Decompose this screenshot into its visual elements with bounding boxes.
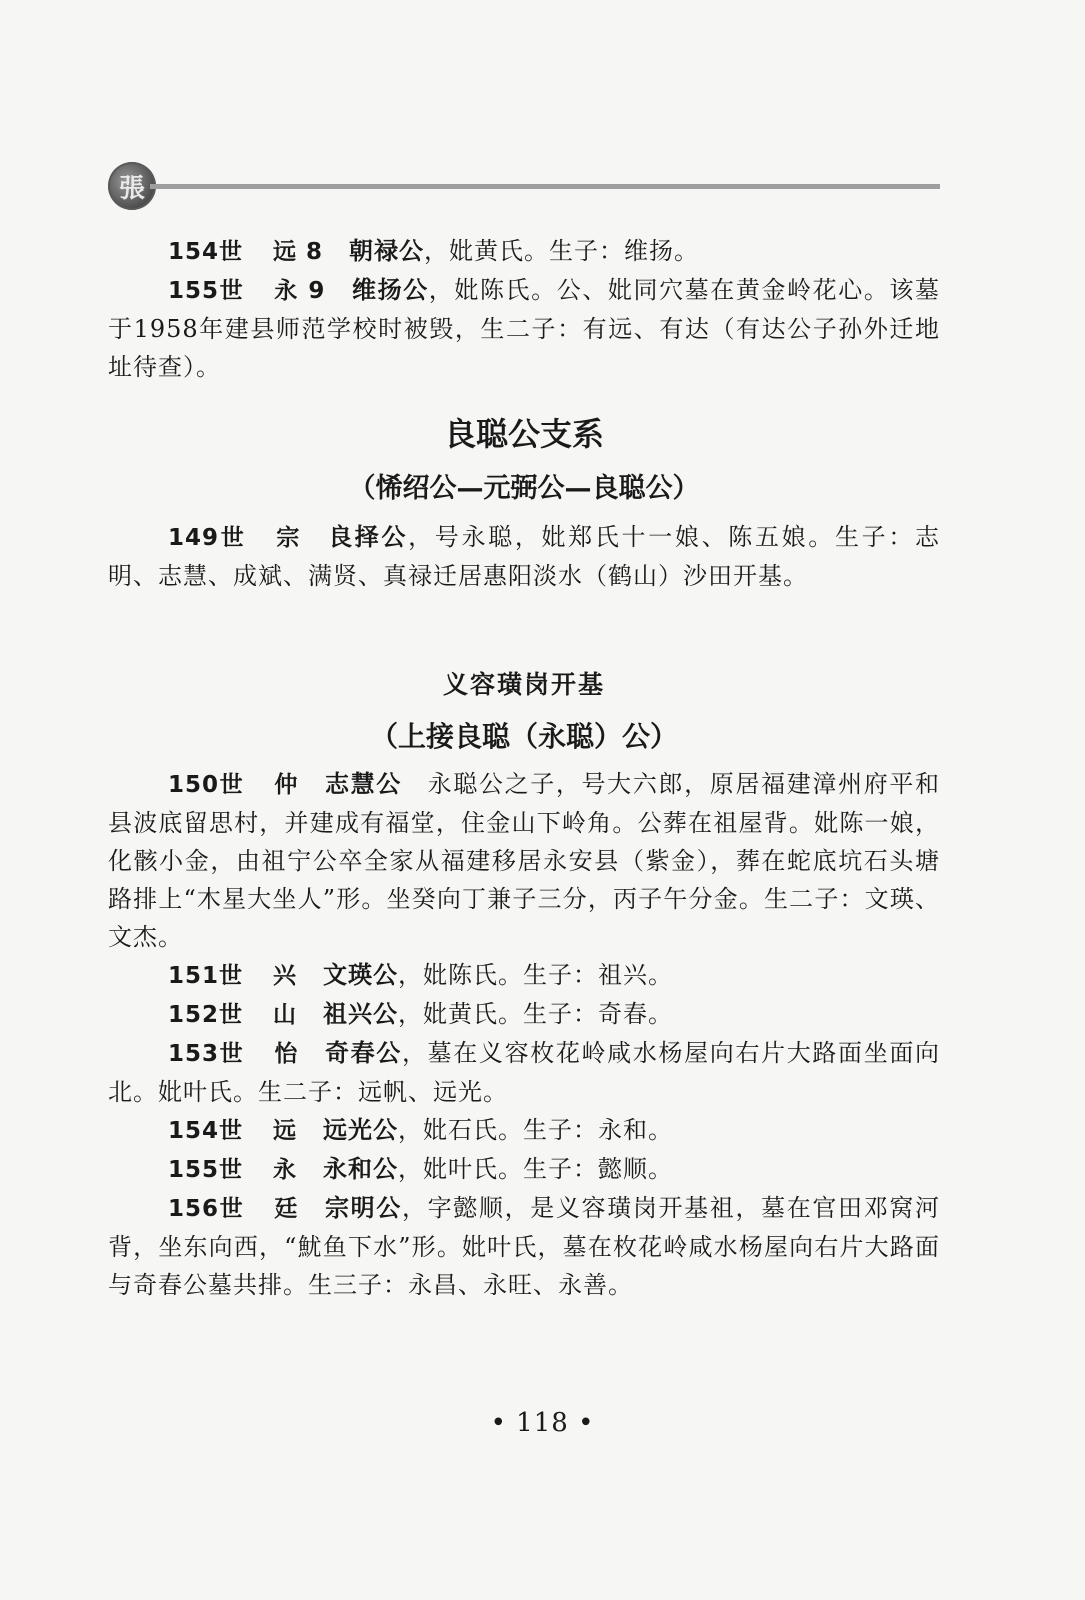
generation-label: 150世 xyxy=(168,772,245,798)
entry-text: ，号永聪，妣郑氏十一娘、陈五娘。生子：志明、志慧、成斌、满贤、真禄迁居惠阳淡水（鹤山）沙田开基。 xyxy=(108,523,941,590)
ancestor-name: 维扬公 xyxy=(351,276,429,304)
generation-label: 155世 xyxy=(168,278,245,304)
generation-label: 149世 xyxy=(168,525,247,551)
ancestor-name: 志慧公 xyxy=(324,770,402,798)
chapter-badge-icon: 張 xyxy=(108,162,156,210)
entry-text: ，字懿顺，是义容璜岗开基祖，墓在官田邓窝河背，坐东向西，“魷鱼下水”形。妣叶氏，墓在枚花岭咸水杨屋向右片大路面与奇春公墓共排。生三子：永昌、永旺、永善。 xyxy=(108,1194,941,1299)
ancestor-name: 朝禄公 xyxy=(349,237,425,265)
generation-word: 山 xyxy=(273,1002,298,1028)
generation-word: 永 xyxy=(273,1157,298,1183)
entry-text: ，妣黄氏。生子：奇春。 xyxy=(398,1000,674,1028)
entry-text: ，妣陈氏。公、妣同穴墓在黄金岭花心。该墓于1958年建县师范学校时被毁，生二子：有远、有达（有达公子孙外迁地址待查）。 xyxy=(108,276,941,381)
entry-text: ，妣石氏。生子：永和。 xyxy=(398,1116,674,1144)
generation-word: 远 xyxy=(273,1118,298,1144)
ancestor-name: 祖兴公 xyxy=(323,1000,399,1028)
generation-word: 永 9 xyxy=(274,278,326,304)
entry-text: ，妣陈氏。生子：祖兴。 xyxy=(398,961,674,989)
page-number: • 118 • xyxy=(490,1408,595,1438)
generation-word: 远 8 xyxy=(273,239,324,265)
entry-text: ，妣叶氏。生子：懿顺。 xyxy=(398,1155,674,1183)
genealogy-entry xyxy=(108,1150,940,1189)
ancestor-name: 远光公 xyxy=(323,1116,399,1144)
generation-word: 宗 xyxy=(276,525,303,551)
section-subtitle: （悕绍公—元弼公—良聪公） xyxy=(348,473,700,504)
ancestor-name: 宗明公 xyxy=(324,1194,402,1222)
section-title: 义容璜岗开基 xyxy=(442,670,605,699)
generation-label: 156世 xyxy=(168,1196,245,1222)
generation-label: 155世 xyxy=(168,1157,244,1183)
genealogy-entry xyxy=(108,518,940,595)
generation-label: 151世 xyxy=(168,963,244,989)
generation-word: 仲 xyxy=(274,772,299,798)
genealogy-entry xyxy=(108,271,940,386)
entry-text: ，妣黄氏。生子：维扬。 xyxy=(424,237,700,265)
section-title: 良聪公支系 xyxy=(443,415,604,453)
generation-word: 廷 xyxy=(274,1196,299,1222)
generation-label: 154世 xyxy=(168,1118,244,1144)
entry-text: ，墓在义容枚花岭咸水杨屋向右片大路面坐面向北。妣叶氏。生二子：远帆、远光。 xyxy=(108,1039,941,1106)
genealogy-entry xyxy=(108,232,940,271)
ancestor-name: 永和公 xyxy=(323,1155,399,1183)
ancestor-name: 奇春公 xyxy=(324,1039,402,1067)
section-continued xyxy=(108,232,940,386)
generation-label: 153世 xyxy=(168,1041,245,1067)
entry-text: 永聪公之子，号大六郎，原居福建漳州府平和县波底留思村，并建成有福堂，住金山下岭角。公葬在祖屋背。妣陈一娘，化骸小金，由祖宁公卒全家从福建移居永安县（紫金），葬在蛇底坑石头塘路排上“木星大坐人”形。坐癸向丁兼子三分，丙子午分金。生二子：文瑛、文杰。 xyxy=(108,770,941,951)
generation-label: 154世 xyxy=(168,239,244,265)
generation-word: 怡 xyxy=(274,1041,299,1067)
genealogy-entry xyxy=(108,1111,940,1150)
page-content xyxy=(108,232,940,1304)
generation-label: 152世 xyxy=(168,1002,244,1028)
section-subtitle: （上接良聪（永聪）公） xyxy=(369,720,678,753)
generation-word: 兴 xyxy=(273,963,298,989)
genealogy-entry xyxy=(108,1034,940,1111)
header-rule xyxy=(150,184,940,189)
genealogy-entry xyxy=(108,956,940,995)
ancestor-name: 文瑛公 xyxy=(323,961,399,989)
genealogy-entry xyxy=(108,995,940,1034)
genealogy-entry xyxy=(108,1189,940,1304)
ancestor-name: 良择公 xyxy=(328,523,409,551)
genealogy-entry xyxy=(108,765,940,956)
